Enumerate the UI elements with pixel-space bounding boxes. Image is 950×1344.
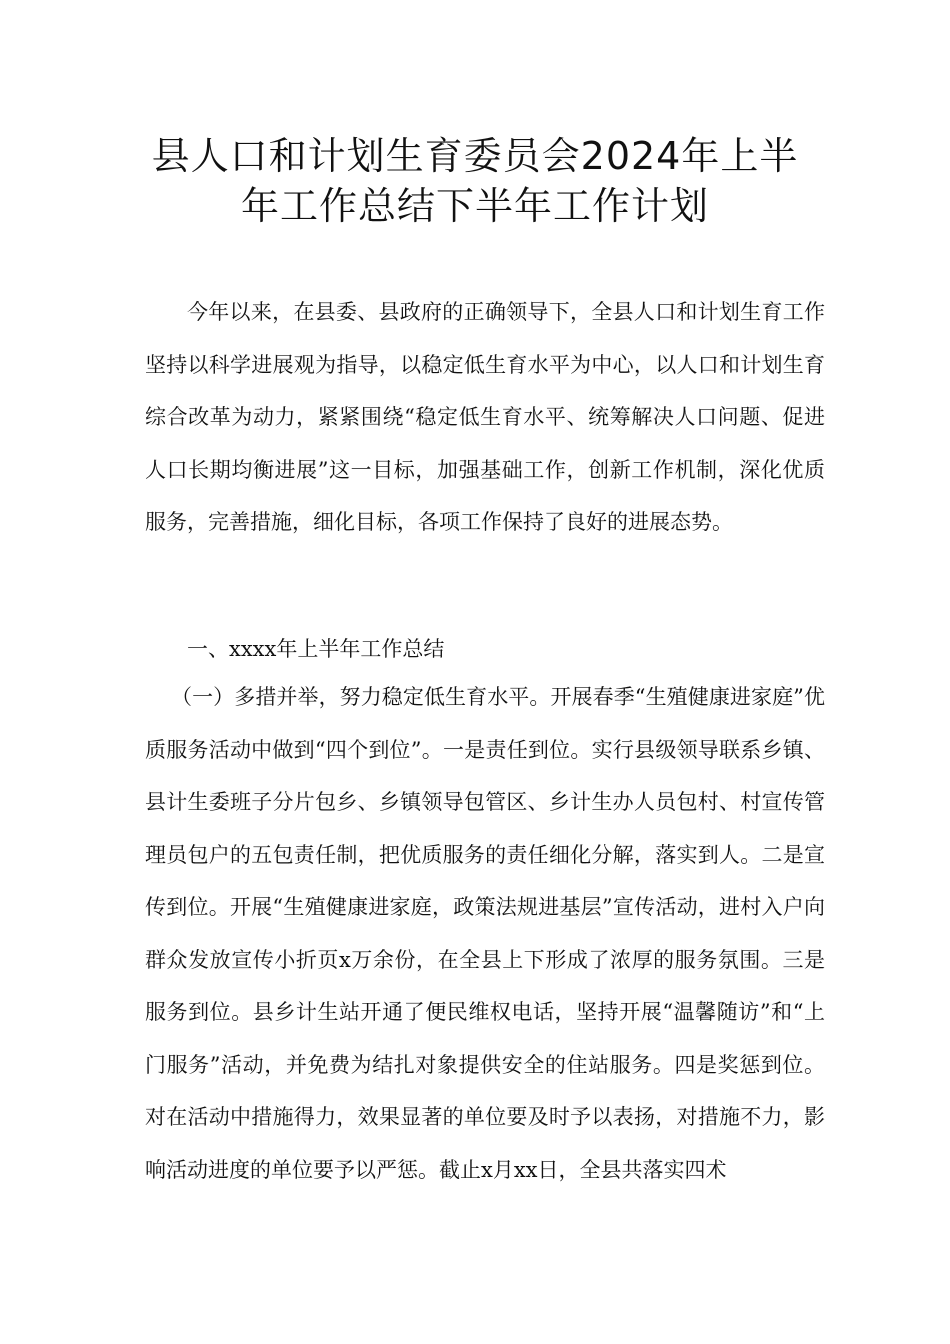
- document-title-line-1: 县人口和计划生育委员会2024年上半: [151, 134, 799, 178]
- section-paragraph: （一）多措并举，努力稳定低生育水平。开展春季“生殖健康进家庭”优质服务活动中做到“四个到位”。一是责任到位。实行县级领导联系乡镇、县计生委班子分片包乡、乡镇领导包管区、乡计生办人员包村、村宣传管理员包户的五包责任制，把优质服务的责任细化分解，落实到人。二是宣传到位。开展“生殖健康进家庭，政策法规进基层”宣传活动，进村入户向群众发放宣传小折页x万余份，在全县上下形成了浓厚的服务氛围。三是服务到位。县乡计生站开通了便民维权电话，坚持开展“温馨随访”和“上门服务”活动，并免费为结扎对象提供安全的住站服务。四是奖惩到位。对在活动中措施得力，效果显著的单位要及时予以表扬，对措施不力，影响活动进度的单位要予以严惩。截止x月xx日，全县共落实四术: [145, 685, 825, 1182]
- intro-paragraph: 今年以来，在县委、县政府的正确领导下，全县人口和计划生育工作坚持以科学进展观为指导，以稳定低生育水平为中心，以人口和计划生育综合改革为动力，紧紧围绕“稳定低生育水平、统筹解决人口问题、促进人口长期均衡进展”这一目标，加强基础工作，创新工作机制，深化优质服务，完善措施，细化目标，各项工作保持了良好的进展态势。: [145, 300, 825, 534]
- document-title-line-2: 年工作总结下半年工作计划: [240, 184, 709, 228]
- section-heading: 一、xxxx年上半年工作总结: [187, 637, 445, 661]
